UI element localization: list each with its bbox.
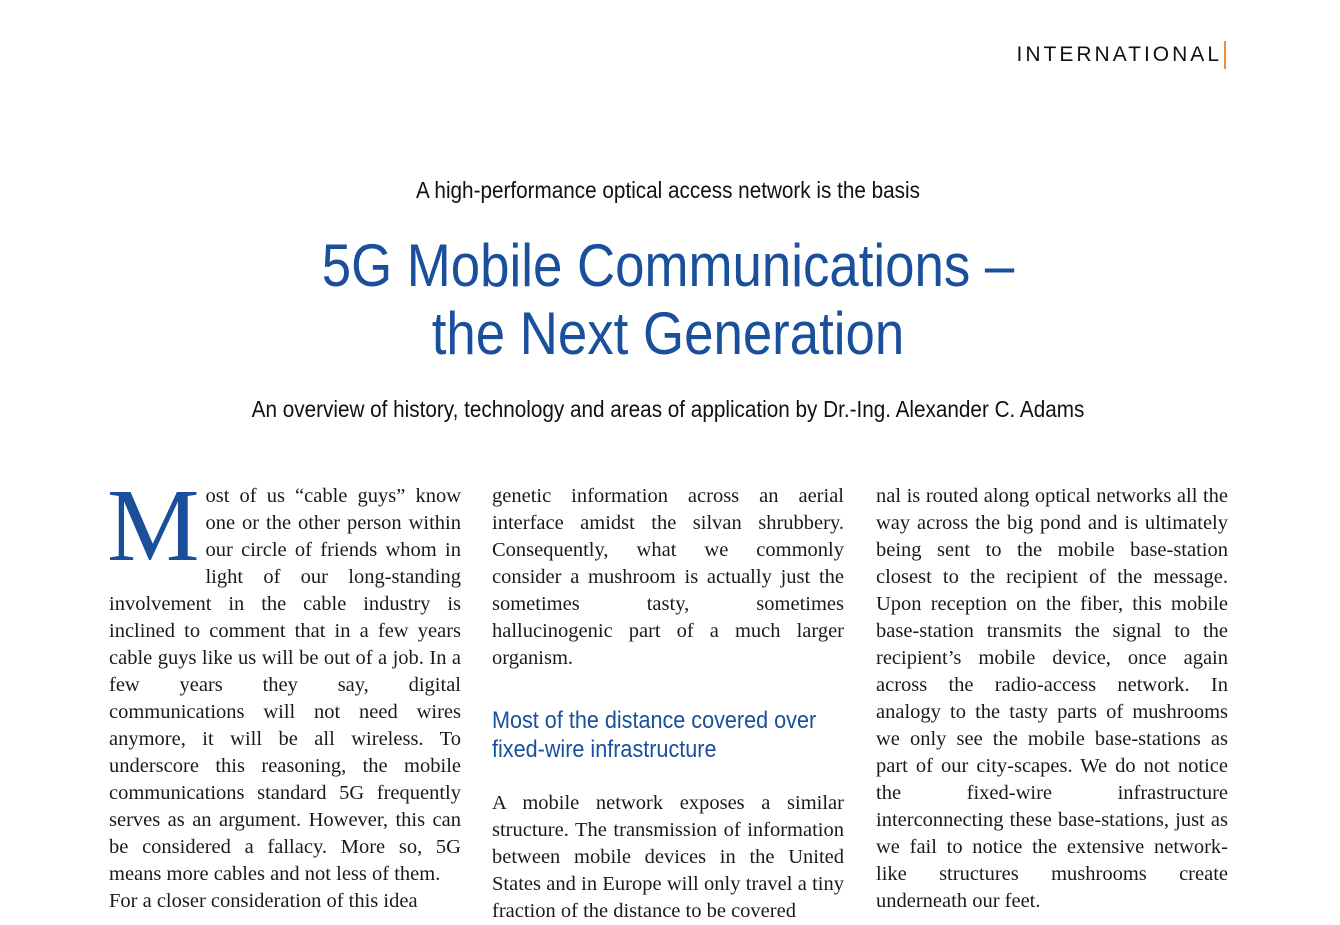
section-subheading: Most of the distance covered over fixed-wire infrastructure (492, 707, 817, 763)
article-title (80, 232, 1256, 368)
paragraph: A mobile network exposes a similar structure. The transmission of information between mobile devices in the United States and in Europe will only travel a tiny fraction of the distance to be covered (492, 792, 844, 922)
paragraph: genetic information across an aerial interface amidst the silvan shrubbery. Consequently, what we commonly consider a mushroom is actually just the sometimes tasty, sometimes hallucinogenic part of a much larger organism. (492, 485, 844, 669)
article-title-line-1: 5G Mobile Communications – (321, 232, 1015, 299)
article-column-3 (876, 483, 1228, 915)
paragraph-text: ost of us “cable guys” know one or the other person within our circle of friends whom in light of our long-standing involvement in the cable industry is inclined to comment that in a few years cable guys like us will be out of a job. In a few years they say, digital communications will not need wires anymore, it will be all wireless. To underscore this reasoning, the mobile communications standard 5G frequently serves as an argument. However, this can be considered a fallacy. More so, 5G means more cables and not less of them. (109, 485, 461, 885)
article-title-line-2: the Next Generation (431, 300, 905, 367)
section-label-text: INTERNATIONAL (1016, 43, 1222, 66)
article-subtitle: An overview of history, technology and areas of application by Dr.-Ing. Alexander C. Adams (251, 396, 1085, 422)
drop-cap: M (107, 468, 200, 583)
article-column-1 (107, 468, 461, 915)
article-kicker: A high-performance optical access network is the basis (416, 177, 920, 203)
paragraph: For a closer consideration of this idea (109, 890, 418, 912)
section-accent-bar (1224, 41, 1226, 69)
section-label (1017, 40, 1226, 70)
article-column-2 (492, 483, 844, 925)
paragraph: nal is routed along optical networks all the way across the big pond and is ultimately being sent to the mobile base-station closest to the recipient of the message. Upon reception on the fiber, this mobile base-station transmits the signal to the recipient’s mobile device, once again across the radio-access network. In analogy to the tasty parts of mushrooms we only see the mobile base-stations as part of our city-scapes. We do not notice the fixed-wire infrastructure interconnecting these base-stations, just as we fail to notice the extensive network-like structures mushrooms create underneath our feet. (876, 485, 1228, 912)
paragraph (107, 468, 461, 888)
